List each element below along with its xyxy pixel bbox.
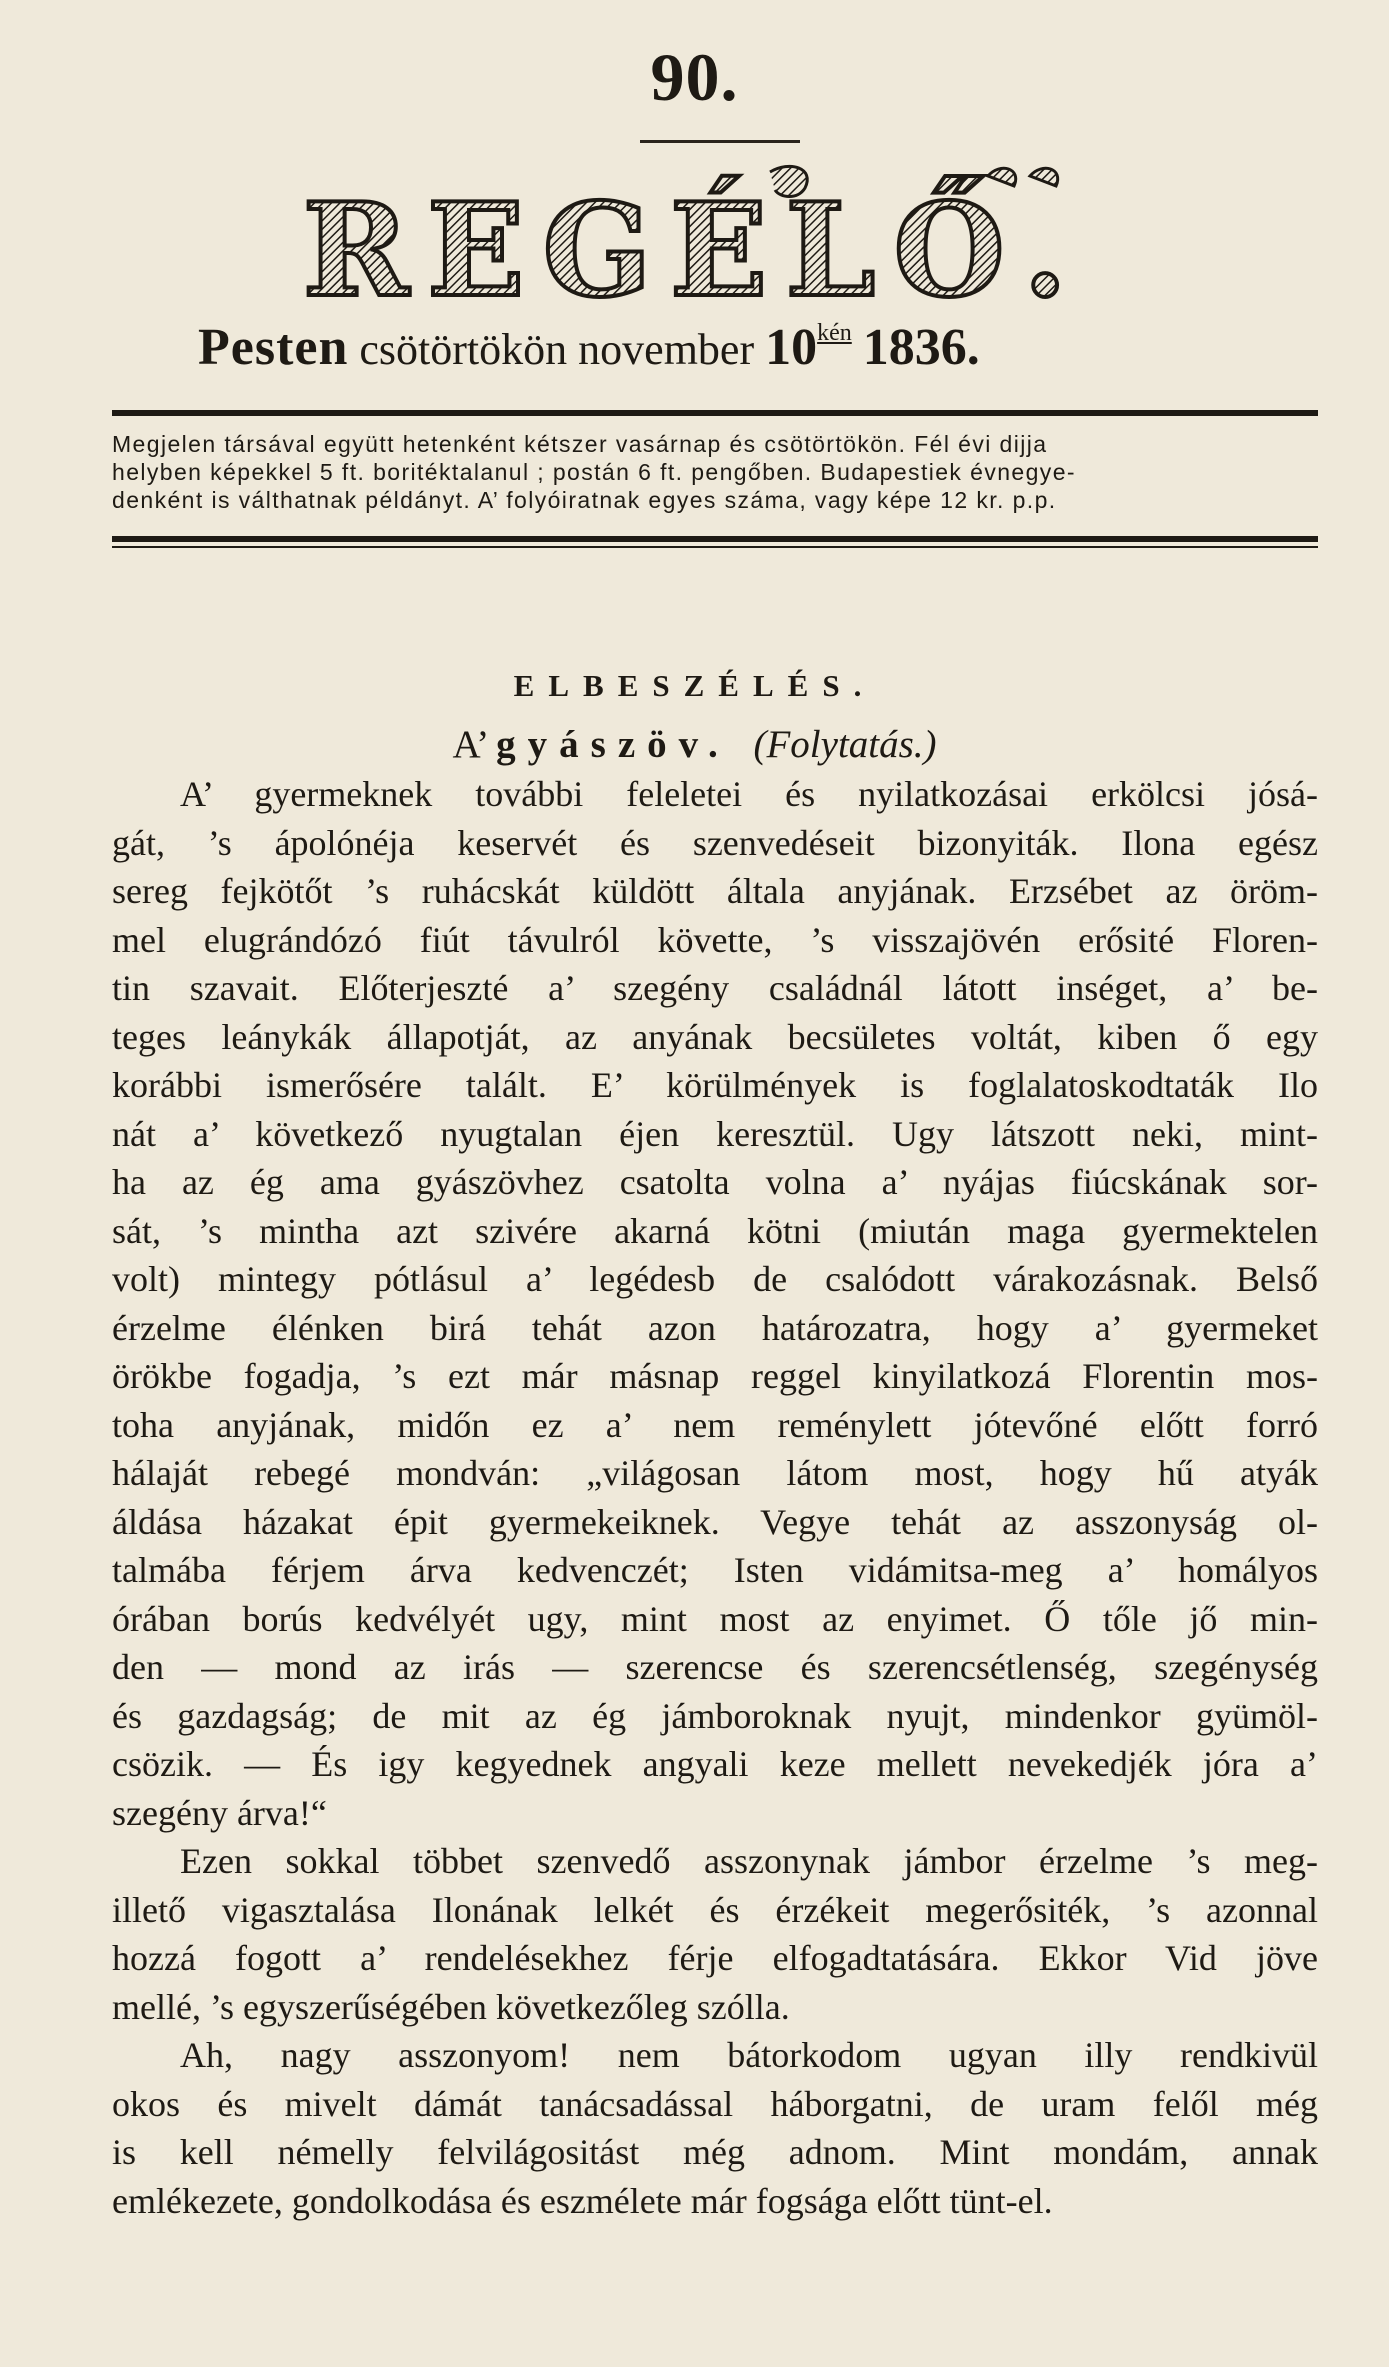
text-line: nát a’ következő nyugtalan éjen keresztül. Ugy látszott neki, mint- [112, 1113, 1318, 1154]
paragraph [112, 2031, 1318, 2225]
text-line: hozzá fogott a’ rendelésekhez férje elfogadtatására. Ekkor Vid jöve [112, 1938, 1318, 1978]
subscription-notice [112, 430, 1318, 514]
text-line: gát, ’s ápolónéja keservét és szenvedéseit bizonyiták. Ilona egész [112, 822, 1318, 863]
masthead [0, 160, 1389, 340]
header-rule-top [112, 410, 1318, 416]
issue-number-rule [640, 140, 800, 143]
dateline-day: 10 [765, 319, 818, 376]
story-title-continued: (Folytatás.) [753, 723, 937, 766]
text-line: órában borús kedvélyét ugy, mint most az enyimet. Ő tőle jő min- [112, 1598, 1318, 1639]
notice-line: denként is válthatnak példányt. A’ folyóiratnak egyes száma, vagy képe 12 kr. p.p. [112, 487, 1057, 513]
text-line: áldása házakat épit gyermekeiknek. Vegye tehát az asszonyság ol- [112, 1501, 1318, 1542]
text-line: toha anyjának, midőn ez a’ nem reménylett jótevőné előtt forró [112, 1404, 1318, 1445]
text-line: mellé, ’s egyszerűségében következőleg szólla. [112, 1986, 790, 2027]
article-body [112, 770, 1318, 2225]
notice-line: helyben képekkel 5 ft. boritéktalanul ; postán 6 ft. pengőben. Budapestiek évnegye- [112, 459, 1076, 485]
text-line: és gazdagság; de mit az ég jámboroknak nyujt, mindenkor gyümöl- [112, 1695, 1318, 1736]
dateline-city: Pesten [198, 319, 349, 376]
text-line: illető vigasztalása Ilonának lelkét és érzékeit megerősiték, ’s azonnal [112, 1889, 1318, 1930]
text-line: örökbe fogadja, ’s ezt már másnap reggel kinyilatkozá Florentin mos- [112, 1356, 1318, 1396]
text-line: den — mond az irás — szerencse és szerencsétlenség, szegénység [112, 1647, 1318, 1687]
text-line: hálaját rebegé mondván: „világosan látom most, hogy hű atyák [112, 1453, 1318, 1493]
text-line: korábbi ismerősére talált. E’ körülmények is foglalatoskodtaták Ilo [112, 1065, 1318, 1105]
text-line: tin szavait. Előterjeszté a’ szegény családnál látott inséget, a’ be- [112, 968, 1318, 1008]
text-line: sát, ’s mintha azt szivére akarná kötni (miután maga gyermektelen [112, 1210, 1318, 1251]
header-rule-bottom-thin [112, 546, 1318, 548]
text-line: talmába férjem árva kedvenczét; Isten vidámitsa-meg a’ homályos [112, 1550, 1318, 1590]
header-rule-bottom [112, 536, 1318, 542]
masthead-logo [0, 160, 1389, 320]
story-title [0, 722, 1389, 767]
text-line: mel elugrándózó fiút távulról követte, ’s visszajövén erősité Floren- [112, 919, 1318, 960]
text-line: érzelme élénken birá tehát azon határozatra, hogy a’ gyermeket [112, 1307, 1318, 1348]
text-line: emlékezete, gondolkodása és eszmélete már fogsága előtt tünt-el. [112, 2180, 1053, 2221]
text-line: ha az ég ama gyászövhez csatolta volna a’ nyájas fiúcskának sor- [112, 1162, 1318, 1202]
text-line: sereg fejkötőt ’s ruhácskát küldött általa anyjának. Erzsébet az öröm- [112, 871, 1318, 911]
section-title: ELBESZÉLÉS. [513, 668, 876, 703]
story-title-prefix: A’ [452, 723, 487, 766]
dateline [198, 318, 1258, 377]
text-line: okos és mivelt dámát tanácsadással háborgatni, de uram felől még [112, 2083, 1318, 2124]
text-line: Ezen sokkal többet szenvedő asszonynak jámbor érzelme ’s meg- [180, 1841, 1318, 1881]
issue-number: 90. [650, 39, 739, 115]
text-line: volt) mintegy pótlásul a’ legédesb de csalódott várakozásnak. Belső [112, 1259, 1318, 1299]
paragraph [112, 1837, 1318, 2031]
story-title-main: gyászöv. [496, 723, 730, 766]
text-line: Ah, nagy asszonyom! nem bátorkodom ugyan illy rendkivül [180, 2035, 1318, 2075]
text-line: csözik. — És igy kegyednek angyali keze mellett nevekedjék jóra a’ [112, 1744, 1318, 1784]
paragraph [112, 770, 1318, 1837]
text-line: is kell némelly felvilágositást még adnom. Mint mondám, annak [112, 2132, 1318, 2172]
text-line: szegény árva!“ [112, 1792, 327, 1833]
text-line: A’ gyermeknek további feleletei és nyilatkozásai erkölcsi jósá- [180, 774, 1318, 814]
dateline-day-suffix: kén [817, 320, 852, 346]
notice-line: Megjelen társával együtt hetenként kétszer vasárnap és csötörtökön. Fél évi dijja [112, 431, 1048, 457]
text-line: teges leánykák állapotját, az anyának becsületes voltát, kiben ő egy [112, 1016, 1318, 1057]
masthead-title: REGÉLŐ. [302, 176, 1086, 320]
dateline-weekday-month: csötörtökön november [359, 325, 755, 374]
dateline-year: 1836. [862, 319, 980, 376]
